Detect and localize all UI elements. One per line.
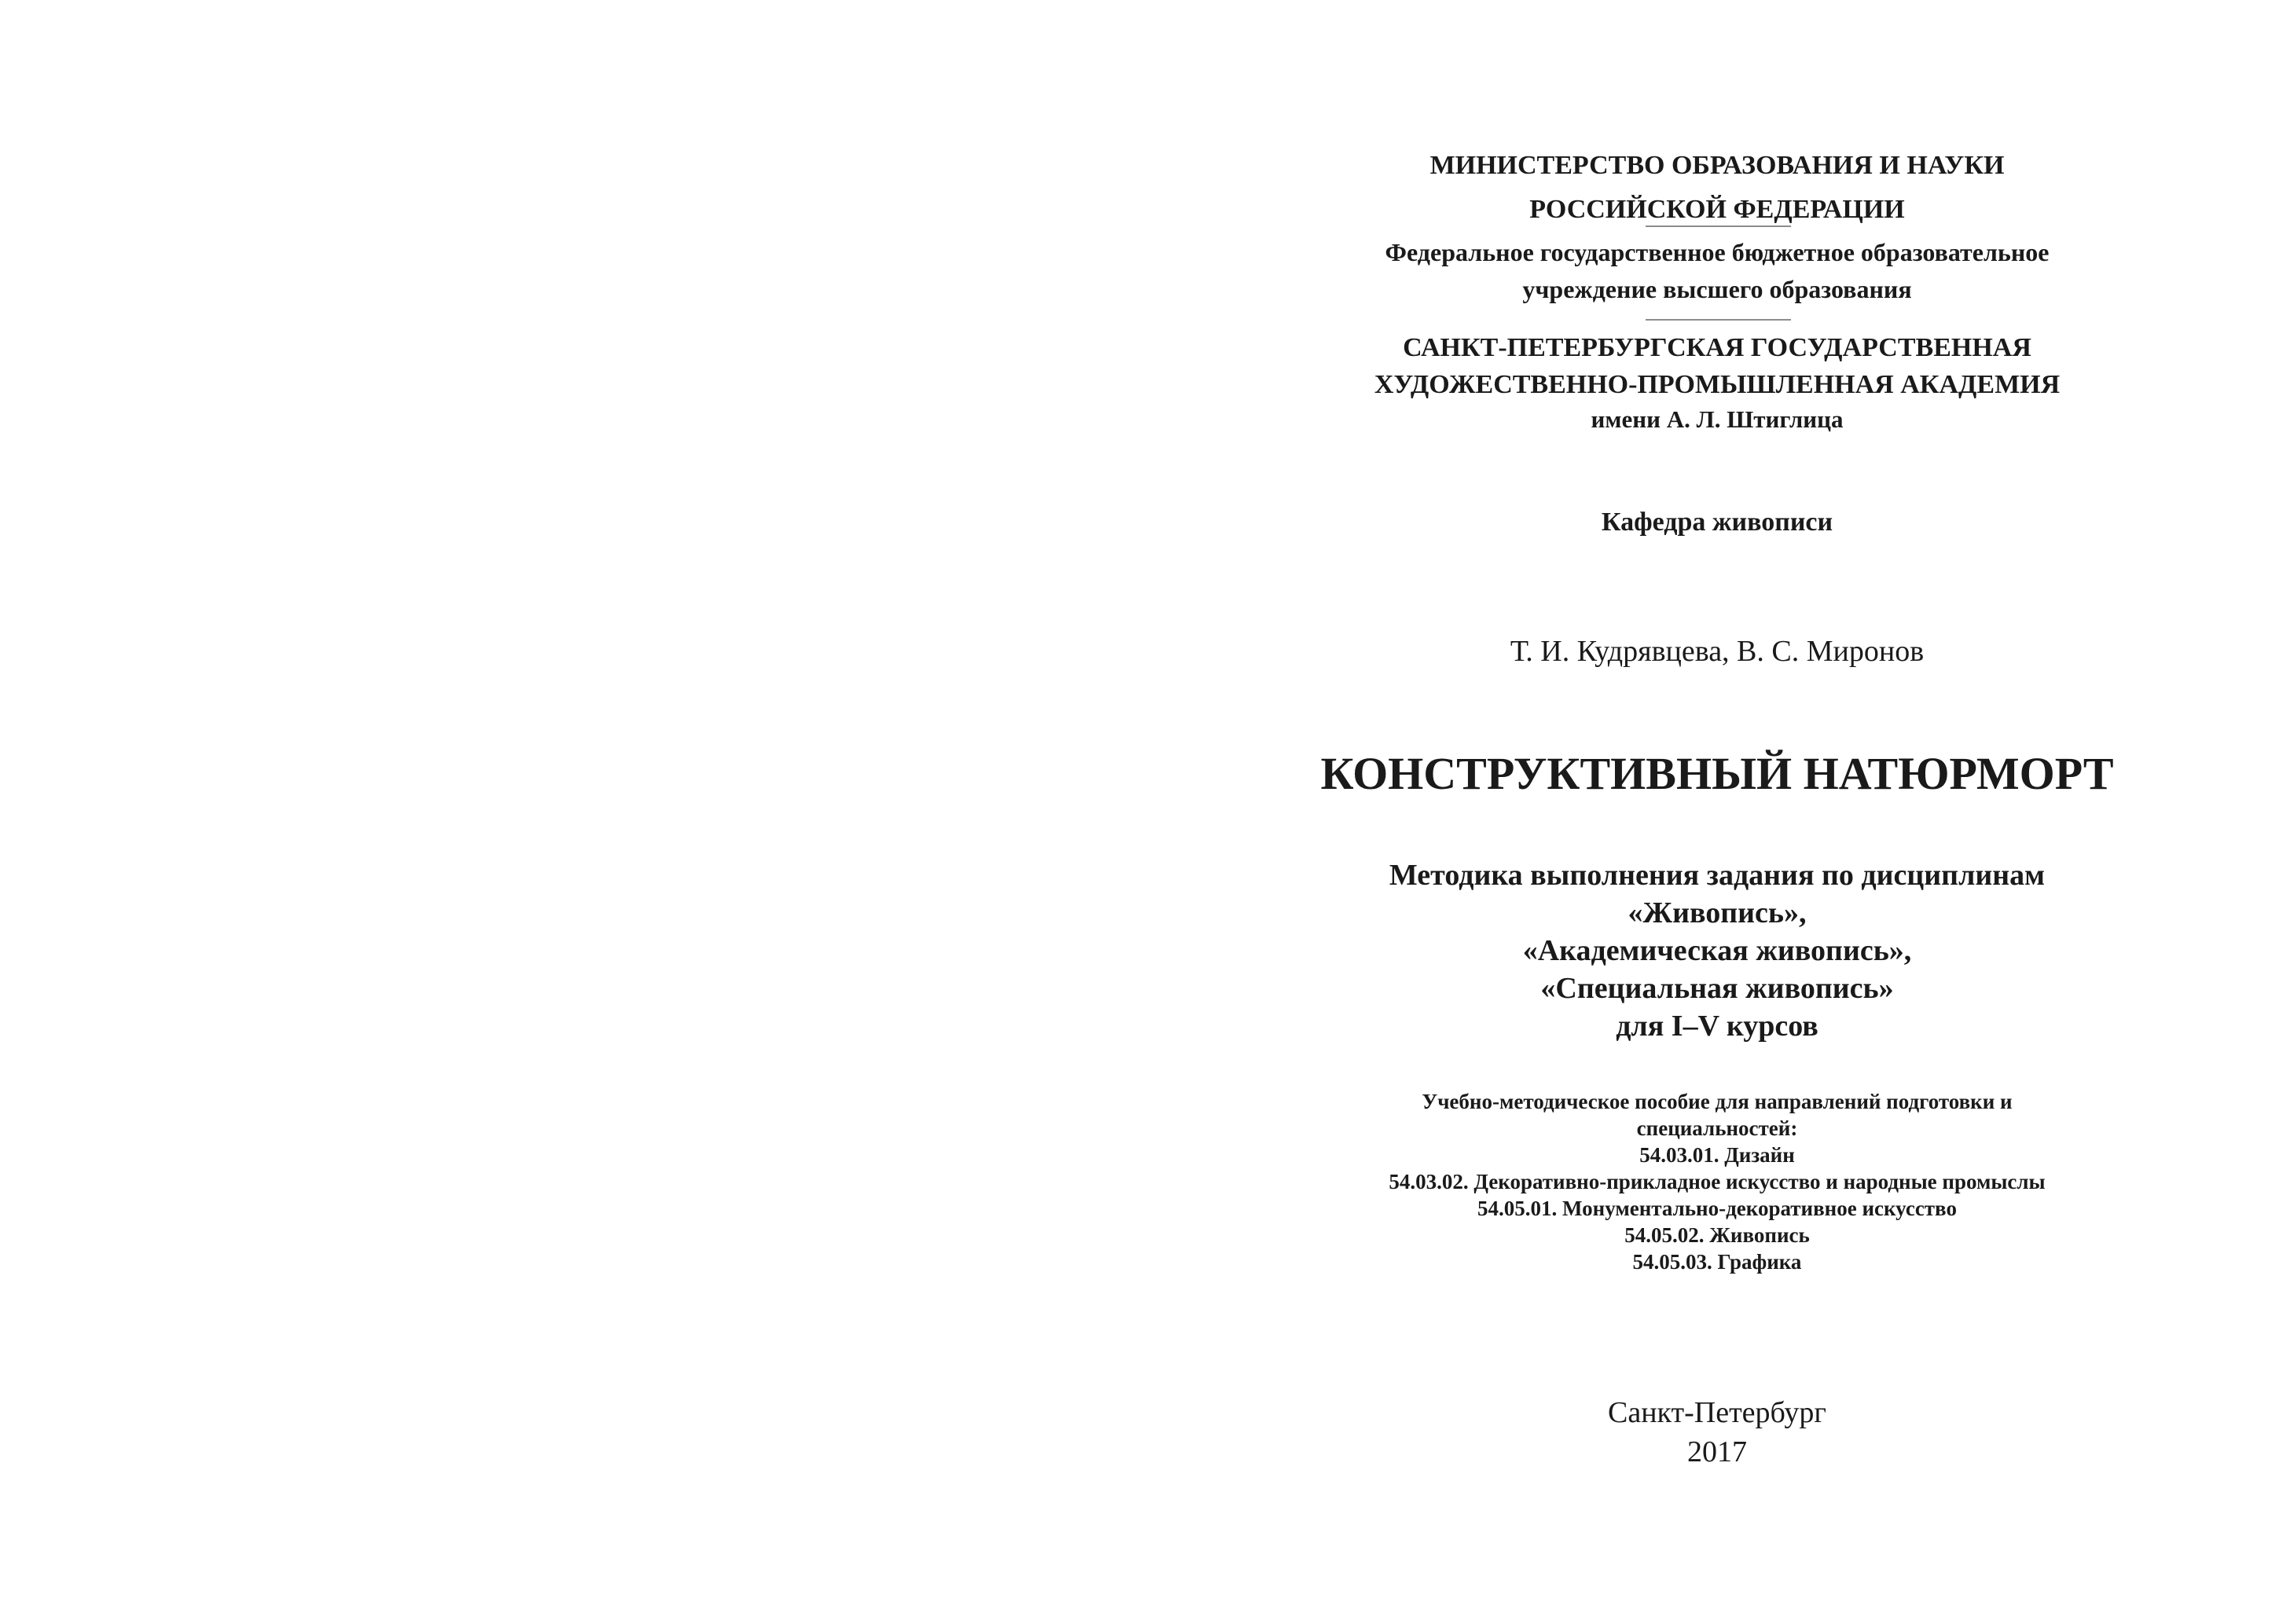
institution-type-line-1: Федеральное государственное бюджетное образовательное [1385, 238, 2050, 266]
imprint [1289, 1393, 2145, 1472]
specialty-item: 54.03.01. Дизайн [1639, 1143, 1795, 1167]
manual-line-2: специальностей: [1636, 1116, 1798, 1140]
department-text: Кафедра живописи [1601, 508, 1833, 537]
academy-name [1289, 329, 2145, 436]
manual-line-1: Учебно-методическое пособие для направлений подготовки и [1422, 1090, 2013, 1113]
divider-rule-bottom [1646, 319, 1791, 321]
ministry-line-1: МИНИСТЕРСТВО ОБРАЗОВАНИЯ И НАУКИ [1429, 151, 2005, 180]
method-line-1: Методика выполнения задания по дисциплинам [1389, 859, 2046, 892]
ministry-heading [1289, 144, 2145, 232]
method-line-5: для I–V курсов [1616, 1010, 1818, 1043]
academy-line-3: имени А. Л. Штиглица [1591, 405, 1844, 433]
method-line-4: «Специальная живопись» [1540, 972, 1894, 1005]
institution-type-line-2: учреждение высшего образования [1522, 275, 1912, 303]
specialty-item: 54.05.02. Живопись [1624, 1223, 1810, 1247]
manual-description [1289, 1088, 2145, 1275]
specialty-item: 54.03.02. Декоративно-прикладное искусство и народные промыслы [1389, 1170, 2046, 1193]
academy-line-1: САНКТ-ПЕТЕРБУРГСКАЯ ГОСУДАРСТВЕННАЯ [1403, 333, 2031, 362]
method-line-3: «Академическая живопись», [1522, 934, 1912, 967]
academy-line-2: ХУДОЖЕСТВЕННО-ПРОМЫШЛЕННАЯ АКАДЕМИЯ [1374, 370, 2061, 399]
book-title-text: КОНСТРУКТИВНЫЙ НАТЮРМОРТ [1320, 748, 2114, 799]
specialty-item: 54.05.03. Графика [1632, 1250, 1802, 1274]
specialty-item: 54.05.01. Монументально-декоративное искусство [1477, 1197, 1957, 1220]
authors-text: Т. И. Кудрявцева, В. С. Миронов [1510, 635, 1925, 668]
authors [1289, 629, 2145, 673]
imprint-city: Санкт-Петербург [1607, 1396, 1827, 1429]
ministry-line-2: РОССИЙСКОЙ ФЕДЕРАЦИИ [1529, 195, 1905, 224]
method-subtitle [1289, 856, 2145, 1045]
method-line-2: «Живопись», [1628, 896, 1807, 929]
divider-rule-top [1646, 225, 1791, 227]
institution-type [1289, 234, 2145, 308]
department-name [1289, 503, 2145, 542]
book-title [1289, 742, 2145, 805]
imprint-year: 2017 [1687, 1435, 1747, 1468]
